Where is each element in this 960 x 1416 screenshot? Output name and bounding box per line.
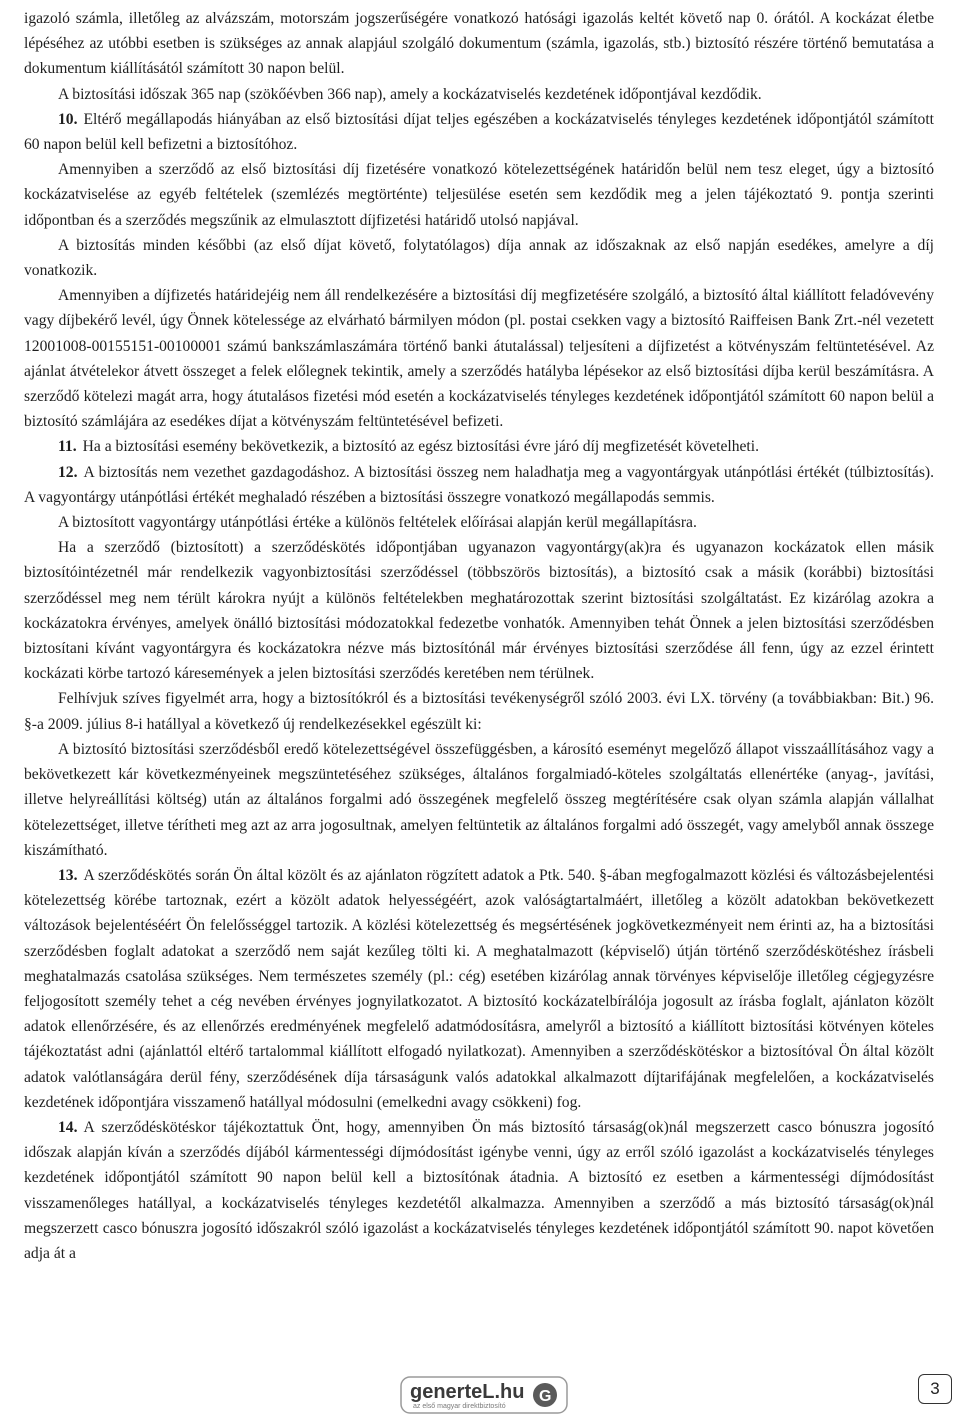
- page-number: 3: [918, 1374, 952, 1404]
- paragraph-text: Amennyiben a szerződő az első biztosítási díj fizetésére vonatkozó kötelezettségének határidőn belül nem tesz eleget, úgy a biztosító kockázatviselése az egyéb feltételek (szemlézés megtörténte) teljesülése esetén sem kezdődik meg a jelen tájékoztató 9. pontja szerinti időpontban és a szerződés megszűnik az elmulasztott díjfizetési határidő utolsó napjával.: [24, 161, 934, 229]
- paragraph-text: Eltérő megállapodás hiányában az első biztosítási díjat teljes egészében a kockázatviselés tényleges kezdetének időpontjától számított 60 napon belül kell befizetni a biztosítóhoz.: [24, 110, 934, 154]
- paragraph: [24, 460, 934, 510]
- paragraph-text: Felhívjuk szíves figyelmét arra, hogy a biztosítókról és a biztosítási tevékenységről szóló 2003. évi LX. törvény (a továbbiakban: Bit.) 96. §-a 2009. július 8-i hatállyal a következő új rendelkezésekkel egészült ki:: [24, 690, 934, 733]
- paragraph-text: A szerződéskötéskor tájékoztattuk Önt, hogy, amennyiben Ön más biztosító társaság(ok)nál megszerzett casco bónuszra jogosító időszak alapján kíván a szerződés díjából kármentességi díjmódosítást igénybe venni, úgy az erről szóló igazolást a kockázatviselés tényleges kezdetének időpontjától számított 90 napon belül kell a biztosítónak átadnia. A biztosító ez esetben a kármentességi díjmódosítást visszamenőleges hatállyal, a kockázatviselés tényleges kezdetétől alkalmazza. Amennyiben a szerződő a más biztosító társaság(ok)nál megszerzett casco bónuszra jogosító időszakról szóló igazolást a kockázatviselés tényleges kezdetének időpontjától számított 90. napot követően adja át a: [24, 1118, 934, 1262]
- paragraph-text: A biztosító biztosítási szerződésből eredő kötelezettségével összefüggésben, a károsító eseményt megelőző állapot visszaállításához vagy a bekövetkezett kár következményeinek megszüntetéséhez szükséges, általános forgalmiadó-köteles szolgáltatás ellenértéke (anyag-, javítási, illetve helyreállítási költség) után az általános forgalmi adó összegének megfelelő összeg megtérítésére csak olyan számla alapján vállalhat kötelezettséget, illetve térítheti meg azt az arra jogosultnak, amelyen feltüntetik az általános forgalmi adó összegét, vagy amelyből annak összege kiszámítható.: [24, 740, 934, 859]
- paragraph: [24, 510, 934, 535]
- logo-emblem-icon: G: [539, 1388, 552, 1405]
- paragraph: [24, 434, 934, 459]
- paragraph-text: A biztosítási időszak 365 nap (szökőévben 366 nap), amely a kockázatviselés kezdetének időpontjával kezdődik.: [58, 85, 762, 103]
- paragraph-text: A szerződéskötés során Ön által közölt és az ajánlaton rögzített adatok a Ptk. 540. §-ában megfogalmazott közlési és változásbejelentési kötelezettség körébe tartoznak, ezért a közölt adatok helyességéért, azok valóságtartalmáért, illetőleg a közölt adatokban bekövetkezett változások bejelentéséért Ön felelősséggel tartozik. A közlési kötelezettség és megsértésének jogkövetkezményeit nem érinti az, ha a biztosítási szerződésben foglalt adatokat a szerződő nem saját kezűleg tölti ki. A meghatalmazott (képviselő) útján történő szerződéskötéshez írásbeli meghatalmazás csatolása szükséges. Nem természetes személy (pl.: cég) esetében kizárólag annak törvényes képviselője illetőleg cégjegyzésre feljogosított személy tehet a cég nevében érvényes jognyilatkozatot. A biztosító kockázatelbírálója jogosult az írásba foglalt, ajánlaton közölt adatok ellenőrzésére, és az ellenőrzés eredményének megfelelő adatmódosításra, amelyről a biztosító a kiállított biztosítási kötvényen köteles tájékoztatást adni (ajánlattól eltérő tartalommal kiállított elfogadó nyilatkozat). Amennyiben a szerződéskötéskor a biztosítóval Ön által közölt adatok valótlanságára derül fény, szerződésének díja társaságunk valós adatokkal alkalmazott díjtarifájának megfelelően, a kockázatviselés kezdetének időpontjára visszamenő hatállyal módosulni (emelkedni avagy csökkeni) fog.: [24, 866, 934, 1111]
- paragraph: [24, 82, 934, 107]
- section-number: 13.: [58, 866, 78, 884]
- paragraph: [24, 283, 934, 434]
- section-number: 12.: [58, 463, 78, 481]
- paragraph-text: A biztosítás nem vezethet gazdagodáshoz. A biztosítási összeg nem haladhatja meg a vagyontárgyak utánpótlási értékét (túlbiztosítás). A vagyontárgy utánpótlási értékét meghaladó részében a biztosítási összegre vonatkozó megállapodás semmis.: [24, 463, 934, 506]
- paragraph: [24, 535, 934, 686]
- paragraph: [24, 686, 934, 736]
- logo-text: generteL.hu: [410, 1381, 525, 1403]
- section-number: 14.: [58, 1118, 78, 1136]
- paragraph: [24, 107, 934, 157]
- paragraph: [24, 1115, 934, 1266]
- section-number: 10.: [58, 110, 78, 128]
- paragraph: [24, 863, 934, 1115]
- paragraph-text: Ha a szerződő (biztosított) a szerződéskötés időpontjában ugyanazon vagyontárgy(ak)ra és ugyanazon kockázatok ellen másik biztosítóintézetnél már rendelkezik vagyonbiztosítási szerződéssel (többszörös biztosítás), a biztosító csak a másik (korábbi) biztosítási szerződéssel meg nem térült károkra nyújt a különös feltételekben meghatározottak szerint biztosítási szolgáltatást. Ez kizárólag azokra a kockázatokra érvényes, amelyek önálló biztosítási módozatokkal fedezetbe vonhatók. Amennyiben tehát Önnek a jelen biztosítási szerződésben biztosítani kívánt vagyontárgyra és kockázatokra nézve más biztosítónál már érvényes biztosítási szerződése áll fenn, úgy az ezzel érintett kockázati körbe tartozó káresemények a jelen biztosítási szerződés keretében nem térülnek.: [24, 539, 934, 683]
- paragraph-text: A biztosított vagyontárgy utánpótlási értéke a különös feltételek előírásai alapján kerül megállapításra.: [58, 514, 697, 532]
- paragraph: [24, 737, 934, 863]
- page-footer: [0, 1372, 960, 1416]
- genertel-logo: [400, 1376, 568, 1414]
- paragraph-text: igazoló számla, illetőleg az alvázszám, motorszám jogszerűségére vonatkozó hatósági igazolás keltét követő nap 0. órától. A kockázat életbe lépéséhez az utóbbi esetben is szükséges az annak alapjául szolgáló dokumentum (számla, igazolás, stb.) biztosító részére történő bemutatása a dokumentum kiállításától számított 30 napon belül.: [24, 10, 934, 78]
- paragraph-text: A biztosítás minden későbbi (az első díjat követő, folytatólagos) díja annak az időszaknak az első napján esedékes, amelyre a díj vonatkozik.: [24, 236, 934, 280]
- section-number: 11.: [58, 438, 77, 456]
- paragraph-text: Amennyiben a díjfizetés határidejéig nem áll rendelkezésére a biztosítási díj megfizetésére szolgáló, a biztosító által kiállított feladóvevény vagy díjbekérő levél, úgy Önnek kötelessége az elvárható bármilyen módon (pl. postai csekken vagy a biztosító Raiffeisen Bank Zrt.-nél vezetett 12001008-00155151-00100001 számú bankszámlaszámára történő banki átutalással) teljesíteni a díjfizetést a kötvényszám feltüntetésével. Az ajánlat átvételekor átvett összeget a felek előlegnek tekintik, amely a szerződés hatályba lépésekor az első biztosítási díjba kerül beszámításra. A szerződő kötelezi magát arra, hogy átutalásos fizetési mód esetén a kockázatviselés tényleges kezdetének időpontjától számított 60 napon belül a biztosító számlájára az esedékes díjat a kötvényszám feltüntetésével befizeti.: [24, 287, 934, 431]
- document-body: [24, 6, 934, 1266]
- paragraph: [24, 6, 934, 82]
- paragraph: [24, 157, 934, 233]
- paragraph-text: Ha a biztosítási esemény bekövetkezik, a biztosító az egész biztosítási évre járó díj megfizetését követelheti.: [82, 438, 759, 456]
- logo-tagline: az első magyar direktbiztosító: [413, 1403, 506, 1410]
- paragraph: [24, 233, 934, 283]
